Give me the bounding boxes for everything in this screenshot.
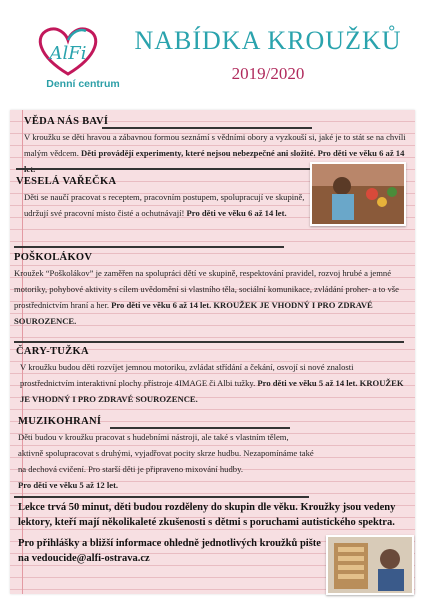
section-text: Děti se naučí pracovat s receptem, pracovním postupem, spolupracují ve skupině, udržují své pracovní místo čisté a ochutnávají! Pro děti ve věku 6 až 14 let. bbox=[24, 192, 305, 218]
divider bbox=[110, 427, 290, 429]
section-heading: VĚDA NÁS BAVÍ bbox=[24, 116, 109, 127]
lined-paper-panel bbox=[10, 110, 415, 594]
logo-wordmark: AlFi bbox=[49, 43, 87, 64]
divider bbox=[14, 496, 309, 498]
lessons-info: Lekce trvá 50 minut, děti budou rozděleny do skupin dle věku. Kroužky jsou vedeny lektory, kteří mají několikaleté zkušenosti s dětmi s poruchami autistického spektra. bbox=[18, 502, 396, 528]
logo-subtitle: Denní centrum bbox=[46, 78, 120, 90]
alfi-logo bbox=[28, 22, 120, 90]
section-text: V kroužku budou děti rozvíjet jemnou motoriku, zvládat střídání a čekání, osvojí si nové znalosti prostřednictvím interaktivní plochy přístroje 4IMAGE či Albi tužky. Pro děti ve věku 5 až 14 let. KROUŽEK JE VHODNÝ I PRO ZDRAVÉ SOUROZENCE. bbox=[20, 362, 404, 404]
page-title: NABÍDKA KROUŽKŮ bbox=[134, 26, 402, 55]
divider bbox=[14, 341, 404, 343]
section-heading: POŠKOLÁKOV bbox=[14, 252, 93, 263]
divider bbox=[16, 168, 316, 170]
section-text: V kroužku se děti hravou a zábavnou formou seznámí s vědními obory a vyzkouší si, jaké je to stát se na chvíli malým vědcem. Děti provádějí experimenty, které nejsou nebezpečné ani složité. Pro děti ve věku 6 až 14 bbox=[24, 132, 406, 158]
section-text: Děti budou v kroužku pracovat s hudebními nástroji, ale také s vlastním tělem, aktivně spolupracovat s druhými, vyjadřovat pocity skrze hudbu. Nezapomínáme také na dechová cvičení. Pro starší děti je připraveno mixování hudby. Pro děti ve věku 5 až 12 let. bbox=[18, 432, 314, 490]
divider bbox=[14, 246, 284, 248]
section-heading: MUZIKOHRANÍ bbox=[18, 416, 102, 427]
photo-cooking bbox=[310, 162, 406, 226]
divider bbox=[102, 127, 312, 129]
school-year: 2019/2020 bbox=[231, 64, 305, 83]
section-cary-tuzka bbox=[10, 346, 415, 407]
section-heading: VESELÁ VAŘEČKA bbox=[16, 176, 117, 187]
section-poskolakov bbox=[10, 252, 415, 329]
section-heading: ČARY-TUŽKA bbox=[16, 346, 89, 357]
contact-info: Pro přihlášky a bližší informace ohledně jednotlivých kroužků pište na vedoucide@alfi-ostrava.cz bbox=[18, 538, 321, 564]
photo-blocks bbox=[326, 535, 414, 595]
section-text: Kroužek “Poškolákov” je zaměřen na spolupráci dětí ve skupině, respektování pravidel, rozvoj hrubé a jemné motoriky, pohybové aktivity s cílem uvědomění si vlastního těla, sociální komunikace, zvládání proher- a to vše prostřednictvím hraní a her. Pro děti ve věku 6 až 14 let. KROUŽEK JE VHODNÝ I PRO ZDRAVÉ SOUROZENCE. bbox=[14, 268, 399, 326]
section-muzikohrani bbox=[10, 416, 415, 493]
